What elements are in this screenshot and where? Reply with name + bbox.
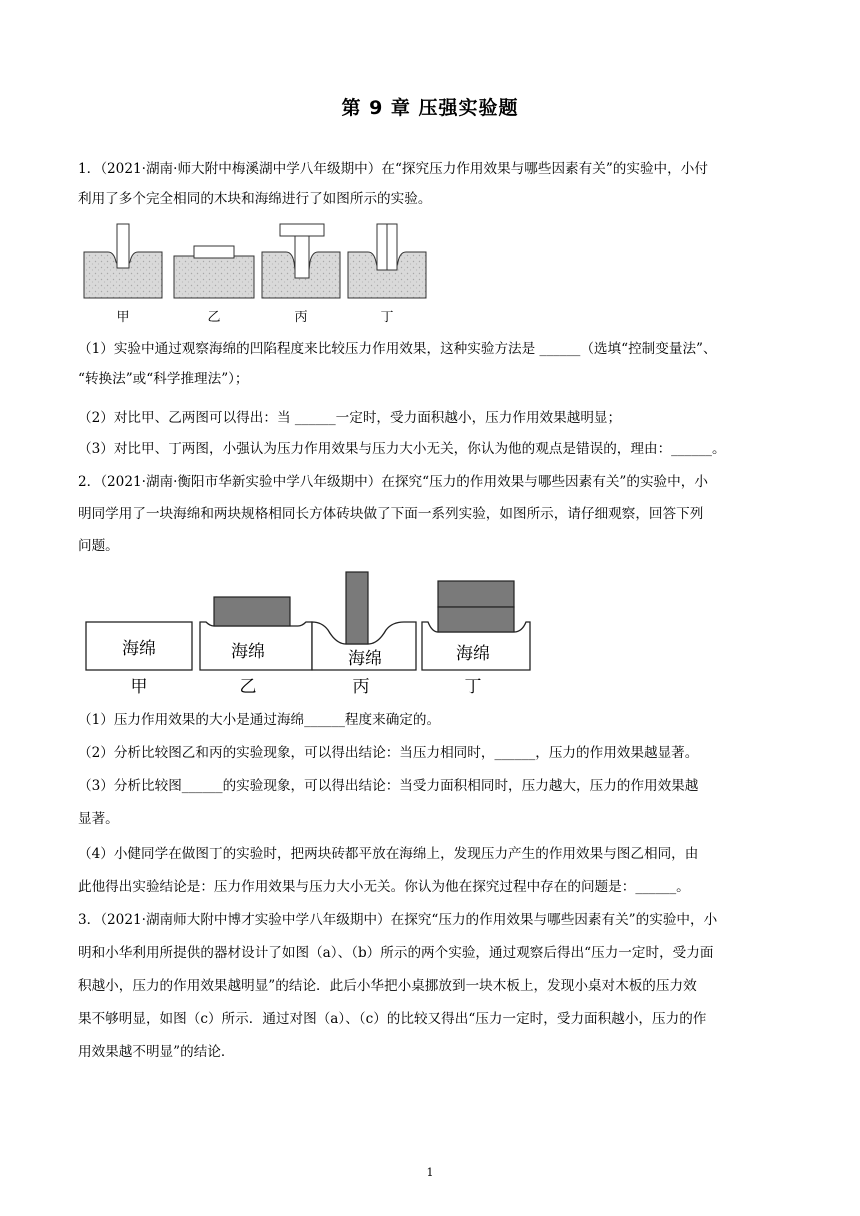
q2-stem-line-1: 2．（2021·湖南·衡阳市华新实验中学八年级期中）在探究“压力的作用效果与哪些因素有关”的实验中，小 xyxy=(78,474,708,490)
q2-label-yi: 乙 xyxy=(239,677,257,697)
q3-stem-line-5: 用效果越不明显”的结论． xyxy=(78,1044,235,1060)
q2-label-ding: 丁 xyxy=(464,677,482,697)
q1-sub-1-line-2: “转换法”或“科学推理法”）； xyxy=(78,371,249,387)
q3-stem-line-2: 明和小华利用所提供的器材设计了如图（a）、（b）所示的两个实验，通过观察后得出“压力一定时，受力面 xyxy=(78,945,714,961)
q2-sub-3-line-2: 显著。 xyxy=(78,811,119,827)
q2-stem-line-2: 明同学用了一块海绵和两块规格相同长方体砖块做了下面一系列实验，如图所示，请仔细观察，回答下列 xyxy=(78,506,704,522)
q1-setup-bing xyxy=(262,224,340,298)
q2-label-jia: 甲 xyxy=(130,677,148,697)
q2-sub-4-line-2: 此他得出实验结论是：压力作用效果与压力大小无关。你认为他在探究过程中存在的问题是：______。 xyxy=(78,879,690,895)
q2-sponge-label-jia: 海绵 xyxy=(122,639,156,659)
q2-setup-bing xyxy=(312,572,416,670)
q2-sponge-label-bing: 海绵 xyxy=(348,649,382,669)
q2-sponge-label-yi: 海绵 xyxy=(231,642,265,662)
q2-sub-1: （1）压力作用效果的大小是通过海绵______程度来确定的。 xyxy=(78,712,441,728)
q2-sub-2: （2）分析比较图乙和丙的实验现象，可以得出结论：当压力相同时，______，压力的作用效果越显著。 xyxy=(78,745,699,761)
q3-stem-line-3: 积越小，压力的作用效果越明显”的结论．此后小华把小桌挪放到一块木板上，发现小桌对木板的压力效 xyxy=(78,978,697,994)
q3-stem-line-4: 果不够明显，如图（c）所示．通过对图（a）、（c）的比较又得出“压力一定时，受力面积越小，压力的作 xyxy=(78,1011,707,1027)
q1-figure xyxy=(82,218,442,330)
q1-label-yi: 乙 xyxy=(207,310,221,325)
q1-sub-2: （2）对比甲、乙两图可以得出：当 ______一定时，受力面积越小，压力作用效果越明显； xyxy=(78,410,622,426)
q1-label-ding: 丁 xyxy=(380,310,394,325)
q2-sponge-label-ding: 海绵 xyxy=(456,644,490,664)
q2-stem-line-3: 问题。 xyxy=(78,538,119,554)
q1-sub-1-line-1: （1）实验中通过观察海绵的凹陷程度来比较压力作用效果，这种实验方法是 ______（选填“控制变量法”、 xyxy=(78,341,717,357)
q1-setup-yi xyxy=(174,246,254,298)
q1-stem-line-1: 1．（2021·湖南·师大附中梅溪湖中学八年级期中）在“探究压力作用效果与哪些因素有关”的实验中，小付 xyxy=(78,161,708,177)
q1-setup-jia xyxy=(84,224,162,298)
q1-sub-3: （3）对比甲、丁两图，小强认为压力作用效果与压力大小无关，你认为他的观点是错误的，理由：______。 xyxy=(78,441,726,457)
q2-setup-jia xyxy=(86,622,192,670)
q2-figure xyxy=(82,568,538,700)
q1-setup-ding xyxy=(348,224,426,298)
page-number: 1 xyxy=(426,1166,434,1179)
q1-label-bing: 丙 xyxy=(294,310,308,325)
q2-label-bing: 丙 xyxy=(352,677,370,697)
q1-stem-line-2: 利用了多个完全相同的木块和海绵进行了如图所示的实验。 xyxy=(78,191,432,207)
q1-label-jia: 甲 xyxy=(116,310,130,325)
q3-stem-line-1: 3．（2021·湖南师大附中博才实验中学八年级期中）在探究“压力的作用效果与哪些因素有关”的实验中，小 xyxy=(78,912,718,928)
page-title: 第 9 章 压强实验题 xyxy=(341,97,519,119)
q2-setup-yi xyxy=(200,597,312,670)
q2-setup-ding xyxy=(422,581,530,670)
q2-sub-4-line-1: （4）小健同学在做图丁的实验时，把两块砖都平放在海绵上，发现压力产生的作用效果与图乙相同，由 xyxy=(78,846,699,862)
q2-sub-3-line-1: （3）分析比较图______的实验现象，可以得出结论：当受力面积相同时，压力越大，压力的作用效果越 xyxy=(78,778,699,794)
